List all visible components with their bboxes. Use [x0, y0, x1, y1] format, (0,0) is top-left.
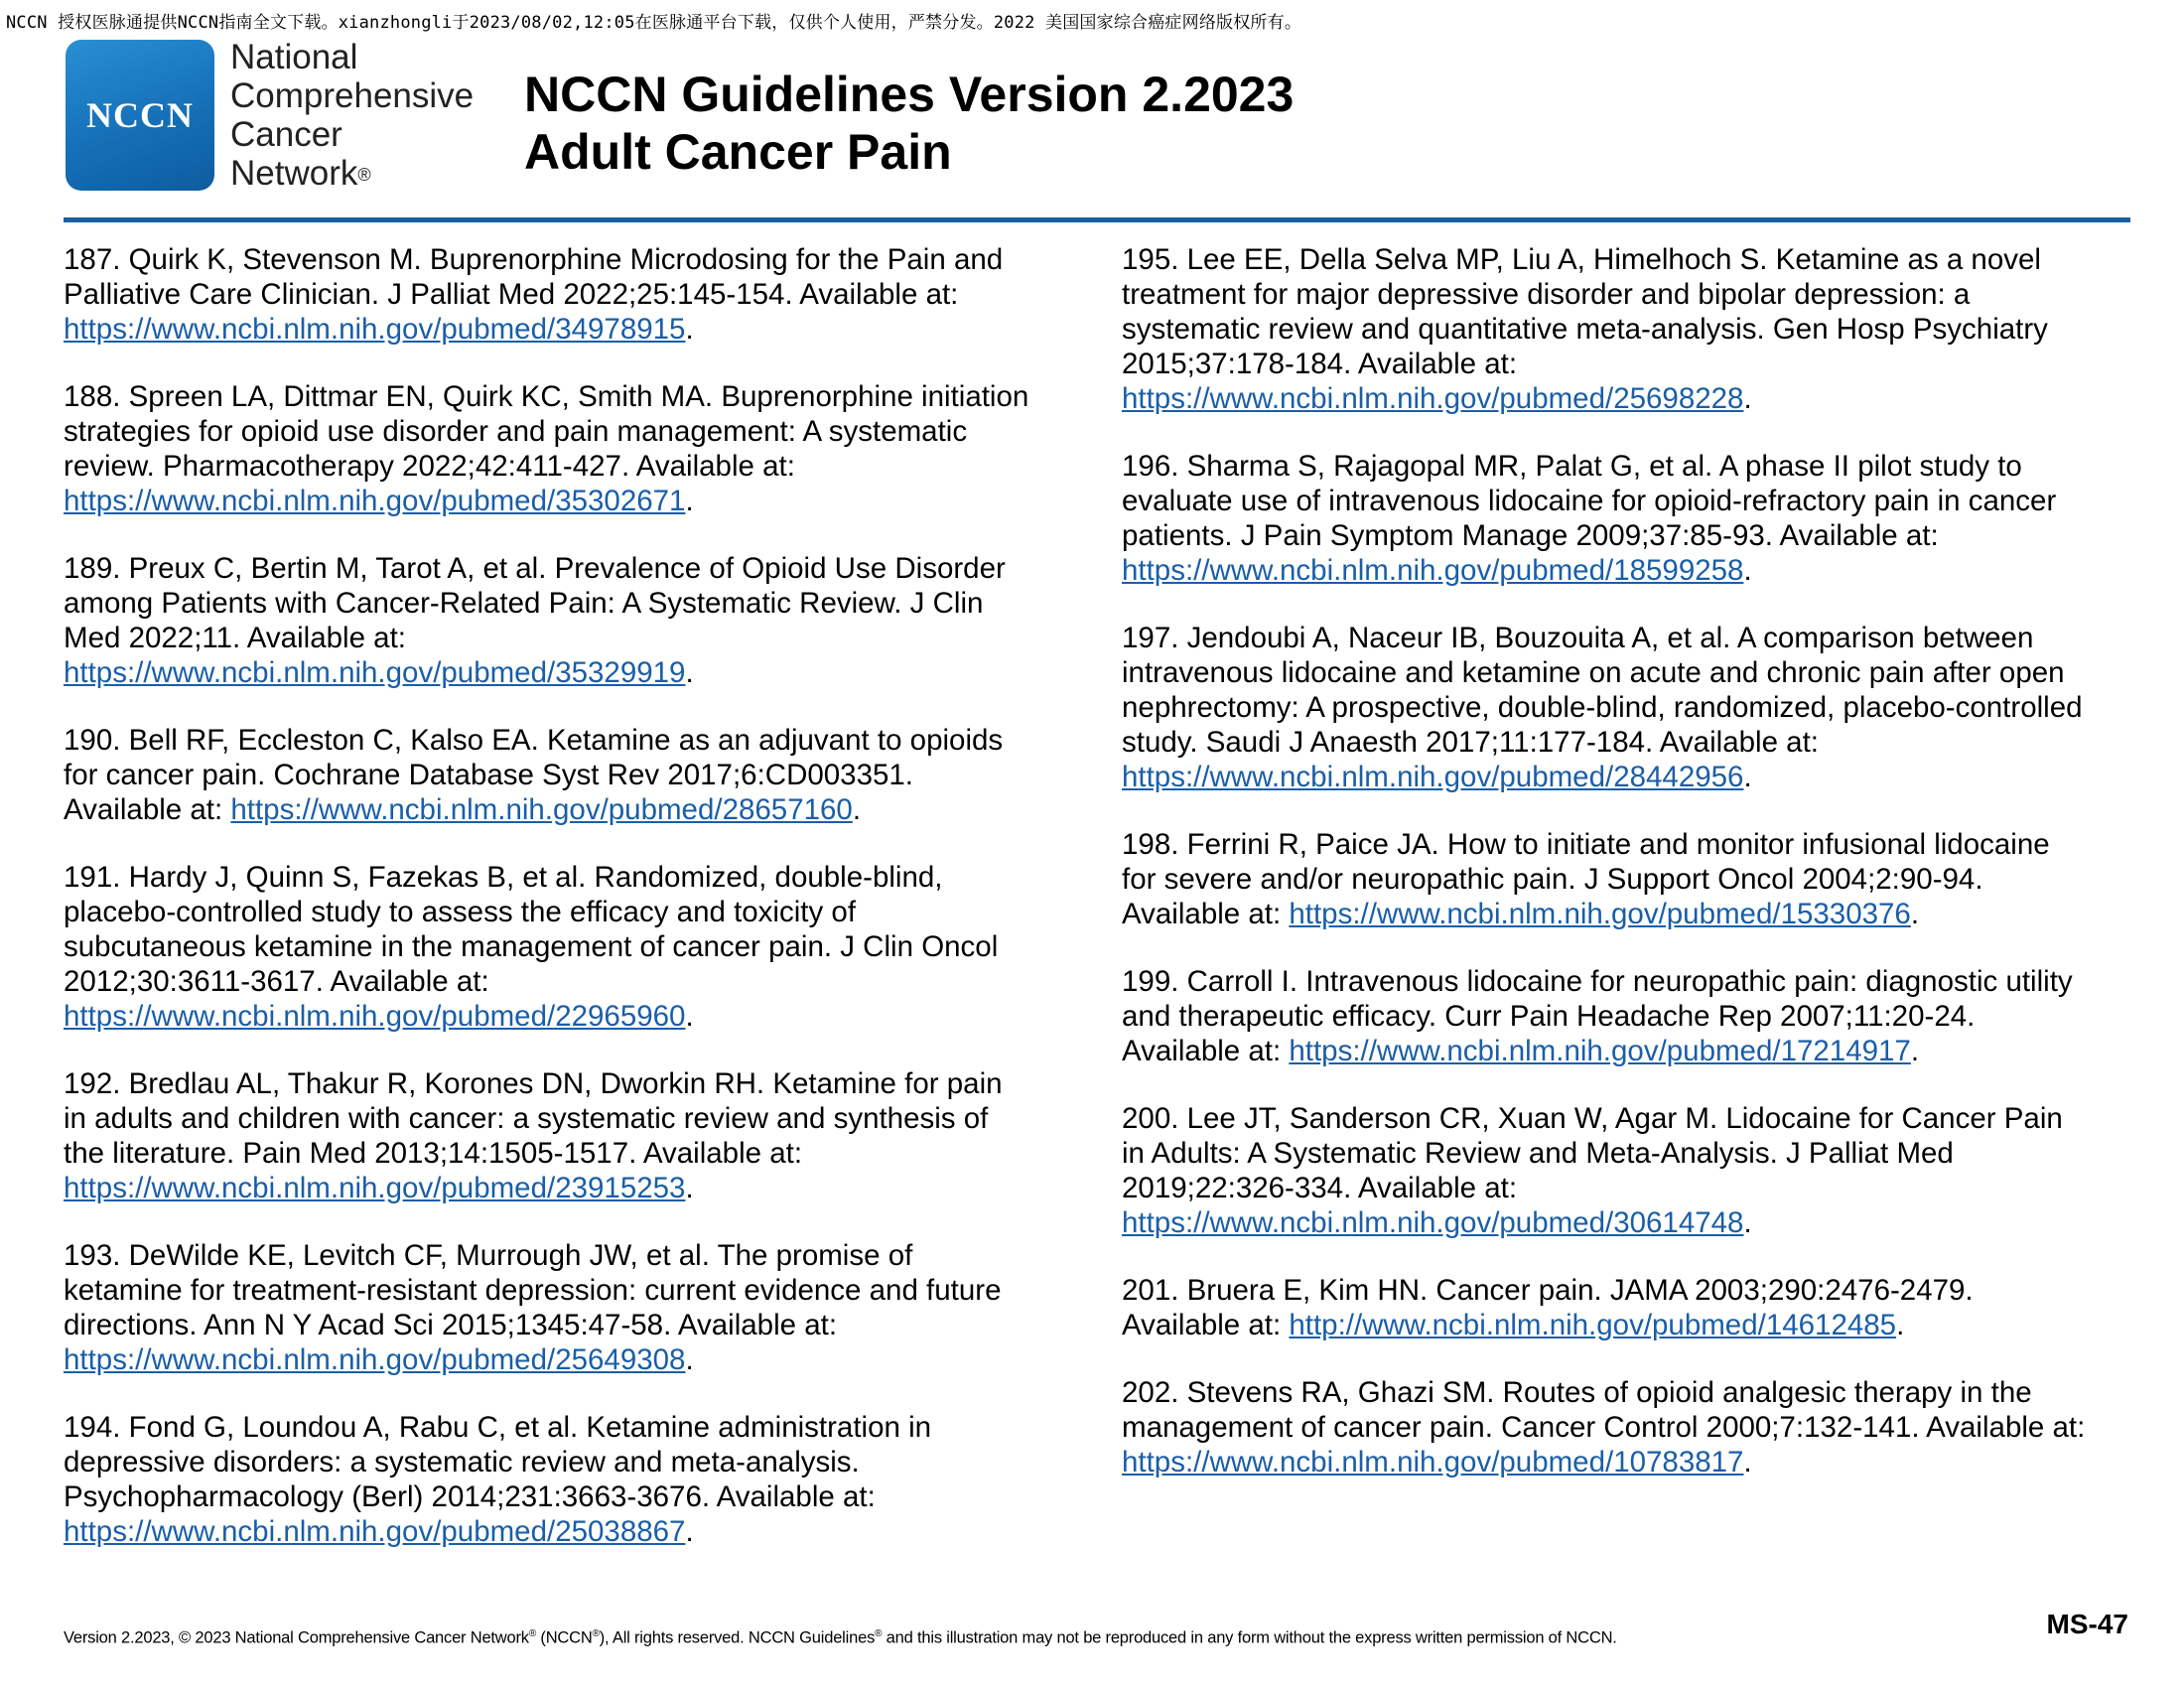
reference-text-line: in Adults: A Systematic Review and Meta-Analysis. J Palliat Med — [1122, 1137, 1954, 1170]
pubmed-link[interactable]: https://www.ncbi.nlm.nih.gov/pubmed/28657160 — [230, 793, 853, 826]
references-right-column — [1122, 242, 2144, 1512]
reference-text-line: for severe and/or neuropathic pain. J Support Oncol 2004;2:90-94. — [1122, 863, 1983, 896]
reference-text-line: 194. Fond G, Loundou A, Rabu C, et al. Ketamine administration in — [64, 1411, 932, 1444]
title-line-2: Adult Cancer Pain — [524, 124, 952, 180]
reference-text-line: ketamine for treatment-resistant depression: current evidence and future — [64, 1274, 1002, 1307]
title-line-1: NCCN Guidelines Version 2.2023 — [524, 67, 1295, 122]
reference-item — [64, 379, 1086, 518]
reference-text-line: evaluate use of intravenous lidocaine for opioid-refractory pain in cancer — [1122, 485, 2057, 517]
reference-item — [64, 551, 1086, 690]
reference-text-line: 191. Hardy J, Quinn S, Fazekas B, et al. Randomized, double-blind, — [64, 861, 943, 894]
reference-text-line: 197. Jendoubi A, Naceur IB, Bouzouita A, et al. A comparison between — [1122, 622, 2034, 654]
reference-item — [64, 1410, 1086, 1549]
page-number: MS-47 — [2046, 1609, 2128, 1639]
reference-link-line: https://www.ncbi.nlm.nih.gov/pubmed/28442956. — [1122, 761, 1752, 793]
reference-text-line: intravenous lidocaine and ketamine on acute and chronic pain after open — [1122, 656, 2065, 689]
reference-item — [1122, 449, 2144, 588]
reference-link-line: https://www.ncbi.nlm.nih.gov/pubmed/25698228. — [1122, 382, 1752, 415]
pubmed-link[interactable]: https://www.ncbi.nlm.nih.gov/pubmed/25649308 — [64, 1343, 686, 1376]
reference-text-line: 195. Lee EE, Della Selva MP, Liu A, Himelhoch S. Ketamine as a novel — [1122, 243, 2041, 276]
reference-item — [1122, 242, 2144, 416]
reference-text-line: placebo-controlled study to assess the efficacy and toxicity of — [64, 896, 857, 928]
reference-text-line: 187. Quirk K, Stevenson M. Buprenorphine Microdosing for the Pain and — [64, 243, 1004, 276]
reference-text-line: among Patients with Cancer-Related Pain: A Systematic Review. J Clin — [64, 587, 984, 620]
reference-text-line: Med 2022;11. Available at: — [64, 622, 406, 654]
pubmed-link[interactable]: https://www.ncbi.nlm.nih.gov/pubmed/17214917 — [1289, 1035, 1911, 1067]
pubmed-link[interactable]: https://www.ncbi.nlm.nih.gov/pubmed/22965960 — [64, 1000, 686, 1033]
available-at-label: Available at: — [64, 793, 231, 826]
pubmed-link[interactable]: https://www.ncbi.nlm.nih.gov/pubmed/35302671 — [64, 485, 686, 517]
reference-text-line: directions. Ann N Y Acad Sci 2015;1345:47-58. Available at: — [64, 1309, 838, 1341]
pubmed-link[interactable]: https://www.ncbi.nlm.nih.gov/pubmed/15330376 — [1289, 898, 1911, 930]
reference-text-line: Palliative Care Clinician. J Palliat Med 2022;25:145-154. Available at: — [64, 278, 959, 311]
org-name-line: Cancer — [230, 115, 342, 154]
reference-item — [1122, 621, 2144, 794]
reference-text-line: systematic review and quantitative meta-analysis. Gen Hosp Psychiatry — [1122, 313, 2048, 346]
copyright-footer: Version 2.2023, © 2023 National Comprehensive Cancer Network® (NCCN®), All rights reserved. NCCN Guidelines® and this illustration may not be reproduced in any form without the express written permission of NCCN. — [64, 1628, 1617, 1647]
reference-text-line: the literature. Pain Med 2013;14:1505-1517. Available at: — [64, 1137, 803, 1170]
reference-link-line: https://www.ncbi.nlm.nih.gov/pubmed/18599258. — [1122, 554, 1752, 587]
reference-text-line: for cancer pain. Cochrane Database Syst Rev 2017;6:CD003351. — [64, 759, 914, 791]
reference-link-line: Available at: https://www.ncbi.nlm.nih.gov/pubmed/15330376. — [1122, 898, 1920, 930]
reference-link-line: https://www.ncbi.nlm.nih.gov/pubmed/35302671. — [64, 485, 694, 517]
reference-link-line: https://www.ncbi.nlm.nih.gov/pubmed/22965960. — [64, 1000, 694, 1033]
reference-text-line: 190. Bell RF, Eccleston C, Kalso EA. Ketamine as an adjuvant to opioids — [64, 724, 1004, 757]
references-left-column — [64, 242, 1086, 1582]
download-watermark: NCCN 授权医脉通提供NCCN指南全文下载。xianzhongli于2023/08/02,12:05在医脉通平台下载，仅供个人使用，严禁分发。2022 美国国家综合癌症网络版权所有。 — [6, 13, 1302, 33]
reference-text-line: strategies for opioid use disorder and pain management: A systematic — [64, 415, 968, 448]
org-name-line: Comprehensive — [230, 76, 475, 115]
reference-link-line: https://www.ncbi.nlm.nih.gov/pubmed/25649308. — [64, 1343, 694, 1376]
reference-text-line: 199. Carroll I. Intravenous lidocaine for neuropathic pain: diagnostic utility — [1122, 965, 2073, 998]
reference-link-line: Available at: https://www.ncbi.nlm.nih.gov/pubmed/17214917. — [1122, 1035, 1920, 1067]
reference-text-line: 2019;22:326-334. Available at: — [1122, 1172, 1518, 1204]
pubmed-link[interactable]: https://www.ncbi.nlm.nih.gov/pubmed/23915253 — [64, 1172, 686, 1204]
pubmed-link[interactable]: https://www.ncbi.nlm.nih.gov/pubmed/10783817 — [1122, 1446, 1744, 1478]
reference-text-line: management of cancer pain. Cancer Control 2000;7:132-141. Available at: — [1122, 1411, 2086, 1444]
reference-text-line: 196. Sharma S, Rajagopal MR, Palat G, et al. A phase II pilot study to — [1122, 450, 2022, 483]
reference-text-line: treatment for major depressive disorder and bipolar depression: a — [1122, 278, 1971, 311]
org-name-line: National — [230, 38, 358, 76]
nccn-logo — [66, 40, 214, 191]
org-name-line: Network® — [230, 154, 371, 193]
pubmed-link[interactable]: https://www.ncbi.nlm.nih.gov/pubmed/25038867 — [64, 1515, 686, 1548]
reference-text-line: nephrectomy: A prospective, double-blind, randomized, placebo-controlled — [1122, 691, 2083, 724]
organization-name — [230, 38, 474, 193]
reference-text-line: 189. Preux C, Bertin M, Tarot A, et al. Prevalence of Opioid Use Disorder — [64, 552, 1006, 585]
pubmed-link[interactable]: http://www.ncbi.nlm.nih.gov/pubmed/14612485 — [1289, 1309, 1897, 1341]
reference-item — [1122, 1273, 2144, 1342]
reference-item — [64, 860, 1086, 1034]
reference-link-line: https://www.ncbi.nlm.nih.gov/pubmed/10783817. — [1122, 1446, 1752, 1478]
reference-item — [1122, 964, 2144, 1068]
reference-text-line: review. Pharmacotherapy 2022;42:411-427. Available at: — [64, 450, 795, 483]
reference-text-line: 201. Bruera E, Kim HN. Cancer pain. JAMA 2003;290:2476-2479. — [1122, 1274, 1974, 1307]
reference-text-line: Psychopharmacology (Berl) 2014;231:3663-3676. Available at: — [64, 1480, 876, 1513]
reference-link-line: Available at: https://www.ncbi.nlm.nih.gov/pubmed/28657160. — [64, 793, 862, 826]
pubmed-link[interactable]: https://www.ncbi.nlm.nih.gov/pubmed/35329919 — [64, 656, 686, 689]
reference-item — [64, 242, 1086, 347]
reference-text-line: study. Saudi J Anaesth 2017;11:177-184. Available at: — [1122, 726, 1819, 759]
registered-mark: ® — [357, 165, 371, 185]
available-at-label: Available at: — [1122, 1309, 1290, 1341]
pubmed-link[interactable]: https://www.ncbi.nlm.nih.gov/pubmed/18599258 — [1122, 554, 1744, 587]
reference-link-line: https://www.ncbi.nlm.nih.gov/pubmed/34978915. — [64, 313, 694, 346]
reference-text-line: 2015;37:178-184. Available at: — [1122, 348, 1518, 380]
header-divider — [64, 217, 2130, 222]
reference-text-line: 2012;30:3611-3617. Available at: — [64, 965, 489, 998]
pubmed-link[interactable]: https://www.ncbi.nlm.nih.gov/pubmed/28442956 — [1122, 761, 1744, 793]
reference-text-line: 188. Spreen LA, Dittmar EN, Quirk KC, Smith MA. Buprenorphine initiation — [64, 380, 1029, 413]
logo-text: NCCN — [86, 95, 194, 135]
reference-item — [1122, 1101, 2144, 1240]
reference-text-line: 200. Lee JT, Sanderson CR, Xuan W, Agar M. Lidocaine for Cancer Pain — [1122, 1102, 2063, 1135]
reference-text-line: in adults and children with cancer: a systematic review and synthesis of — [64, 1102, 989, 1135]
reference-item — [1122, 827, 2144, 931]
available-at-label: Available at: — [1122, 1035, 1290, 1067]
reference-link-line: Available at: http://www.ncbi.nlm.nih.gov/pubmed/14612485. — [1122, 1309, 1905, 1341]
reference-link-line: https://www.ncbi.nlm.nih.gov/pubmed/30614748. — [1122, 1206, 1752, 1239]
pubmed-link[interactable]: https://www.ncbi.nlm.nih.gov/pubmed/34978915 — [64, 313, 686, 346]
reference-item — [64, 1066, 1086, 1205]
reference-text-line: 202. Stevens RA, Ghazi SM. Routes of opioid analgesic therapy in the — [1122, 1376, 2032, 1409]
reference-text-line: patients. J Pain Symptom Manage 2009;37:85-93. Available at: — [1122, 519, 1939, 552]
pubmed-link[interactable]: https://www.ncbi.nlm.nih.gov/pubmed/30614748 — [1122, 1206, 1744, 1239]
reference-text-line: depressive disorders: a systematic review and meta-analysis. — [64, 1446, 860, 1478]
reference-item — [64, 1238, 1086, 1377]
reference-item — [1122, 1375, 2144, 1479]
pubmed-link[interactable]: https://www.ncbi.nlm.nih.gov/pubmed/25698228 — [1122, 382, 1744, 415]
available-at-label: Available at: — [1122, 898, 1290, 930]
reference-text-line: 193. DeWilde KE, Levitch CF, Murrough JW, et al. The promise of — [64, 1239, 913, 1272]
reference-item — [64, 723, 1086, 827]
reference-text-line: and therapeutic efficacy. Curr Pain Headache Rep 2007;11:20-24. — [1122, 1000, 1976, 1033]
reference-text-line: 198. Ferrini R, Paice JA. How to initiate and monitor infusional lidocaine — [1122, 828, 2050, 861]
reference-link-line: https://www.ncbi.nlm.nih.gov/pubmed/23915253. — [64, 1172, 694, 1204]
reference-link-line: https://www.ncbi.nlm.nih.gov/pubmed/25038867. — [64, 1515, 694, 1548]
reference-text-line: subcutaneous ketamine in the management of cancer pain. J Clin Oncol — [64, 930, 999, 963]
page-title — [524, 66, 1294, 181]
reference-link-line: https://www.ncbi.nlm.nih.gov/pubmed/35329919. — [64, 656, 694, 689]
reference-text-line: 192. Bredlau AL, Thakur R, Korones DN, Dworkin RH. Ketamine for pain — [64, 1067, 1003, 1100]
